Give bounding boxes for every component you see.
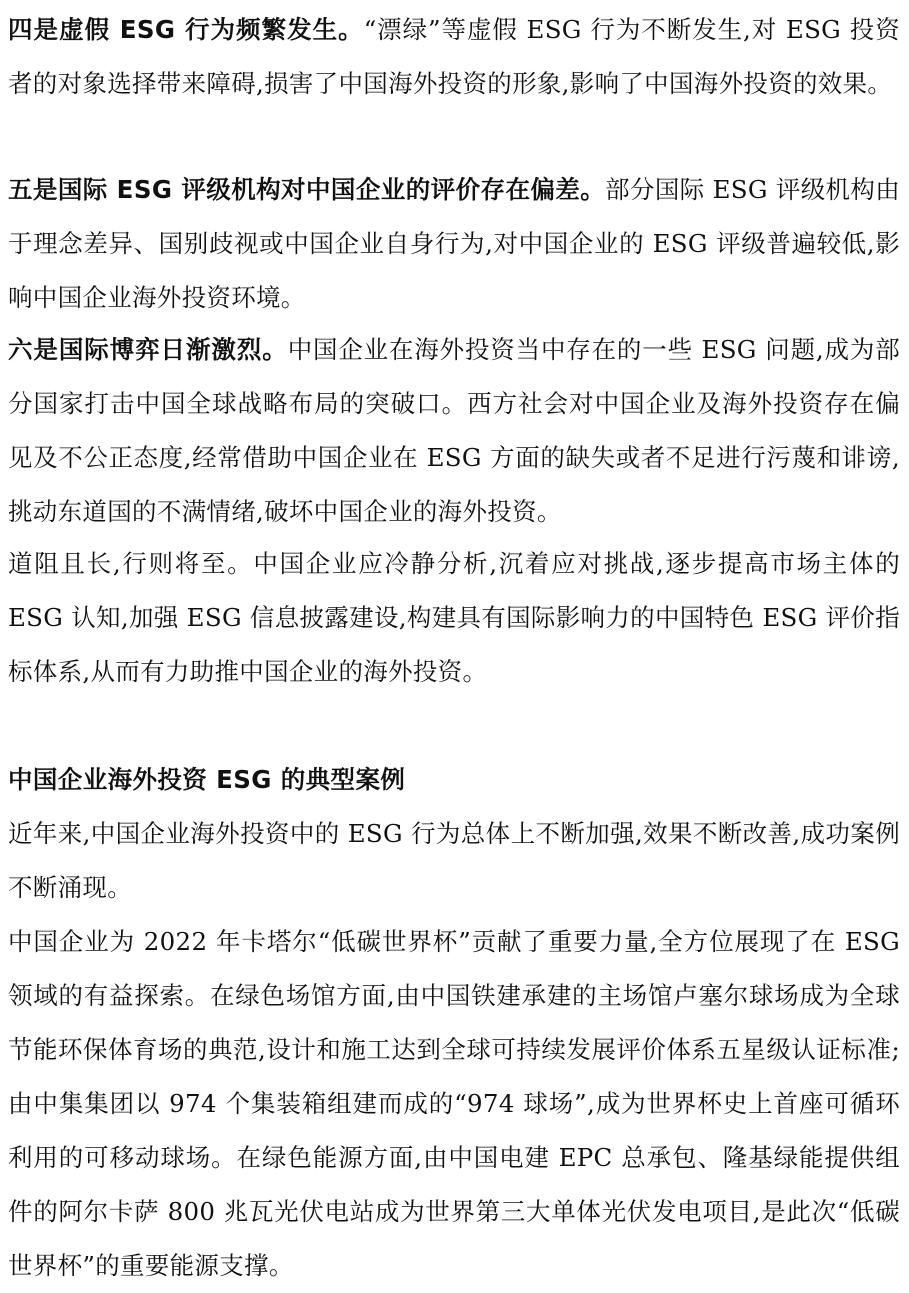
paragraph-lead: 五是国际 ESG 评级机构对中国企业的评价存在偏差。 bbox=[8, 175, 606, 204]
section-heading: 中国企业海外投资 ESG 的典型案例 bbox=[8, 765, 406, 794]
paragraph-conclusion bbox=[8, 537, 900, 699]
paragraph-body: 道阻且长,行则将至。中国企业应冷静分析,沉着应对挑战,逐步提高市场主体的 ESG 认知,加强 ESG 信息披露建设,构建具有国际影响力的中国特色 ESG 评价指标体系,从而有力助推中国企业的海外投资。 bbox=[8, 549, 900, 686]
paragraph-lead: 四是虚假 ESG 行为频繁发生。 bbox=[8, 15, 364, 44]
section-paragraph-intro: 近年来,中国企业海外投资中的 ESG 行为总体上不断加强,效果不断改善,成功案例不断涌现。 bbox=[8, 819, 900, 902]
paragraph-lead: 六是国际博弈日渐激烈。 bbox=[8, 335, 288, 364]
paragraph-body: “漂绿”等虚假 ESG 行为不断发生,对 ESG 投资者的对象选择带来障碍,损害了中国海外投资的形象,影响了中国海外投资的效果。 bbox=[8, 15, 900, 98]
section-paragraph-qatar-case: 中国企业为 2022 年卡塔尔“低碳世界杯”贡献了重要力量,全方位展现了在 ESG 领域的有益探索。在绿色场馆方面,由中国铁建承建的主场馆卢塞尔球场成为全球节能环保体育场的典范,设计和施工达到全球可持续发展评价体系五星级认证标准;由中集集团以 974 个集装箱组建而成的“974 球场”,成为世界杯史上首座可循环利用的可移动球场。在绿色能源方面,由中国电建 EPC 总承包、隆基绿能提供组件的阿尔卡萨 800 兆瓦光伏电站成为世界第三大单体光伏发电项目,是此次“低碳世界杯”的重要能源支撑。 bbox=[8, 927, 900, 1280]
paragraph-point-five bbox=[8, 163, 900, 325]
paragraph-body: 部分国际 ESG 评级机构由于理念差异、国别歧视或中国企业自身行为,对中国企业的 ESG 评级普遍较低,影响中国企业海外投资环境。 bbox=[8, 175, 900, 312]
paragraph-body: 中国企业在海外投资当中存在的一些 ESG 问题,成为部分国家打击中国全球战略布局的突破口。西方社会对中国企业及海外投资存在偏见及不公正态度,经常借助中国企业在 ESG 方面的缺失或者不足进行污蔑和诽谤,挑动东道国的不满情绪,破坏中国企业的海外投资。 bbox=[8, 335, 900, 526]
paragraph-point-four bbox=[8, 3, 900, 111]
paragraph-point-six bbox=[8, 323, 900, 539]
